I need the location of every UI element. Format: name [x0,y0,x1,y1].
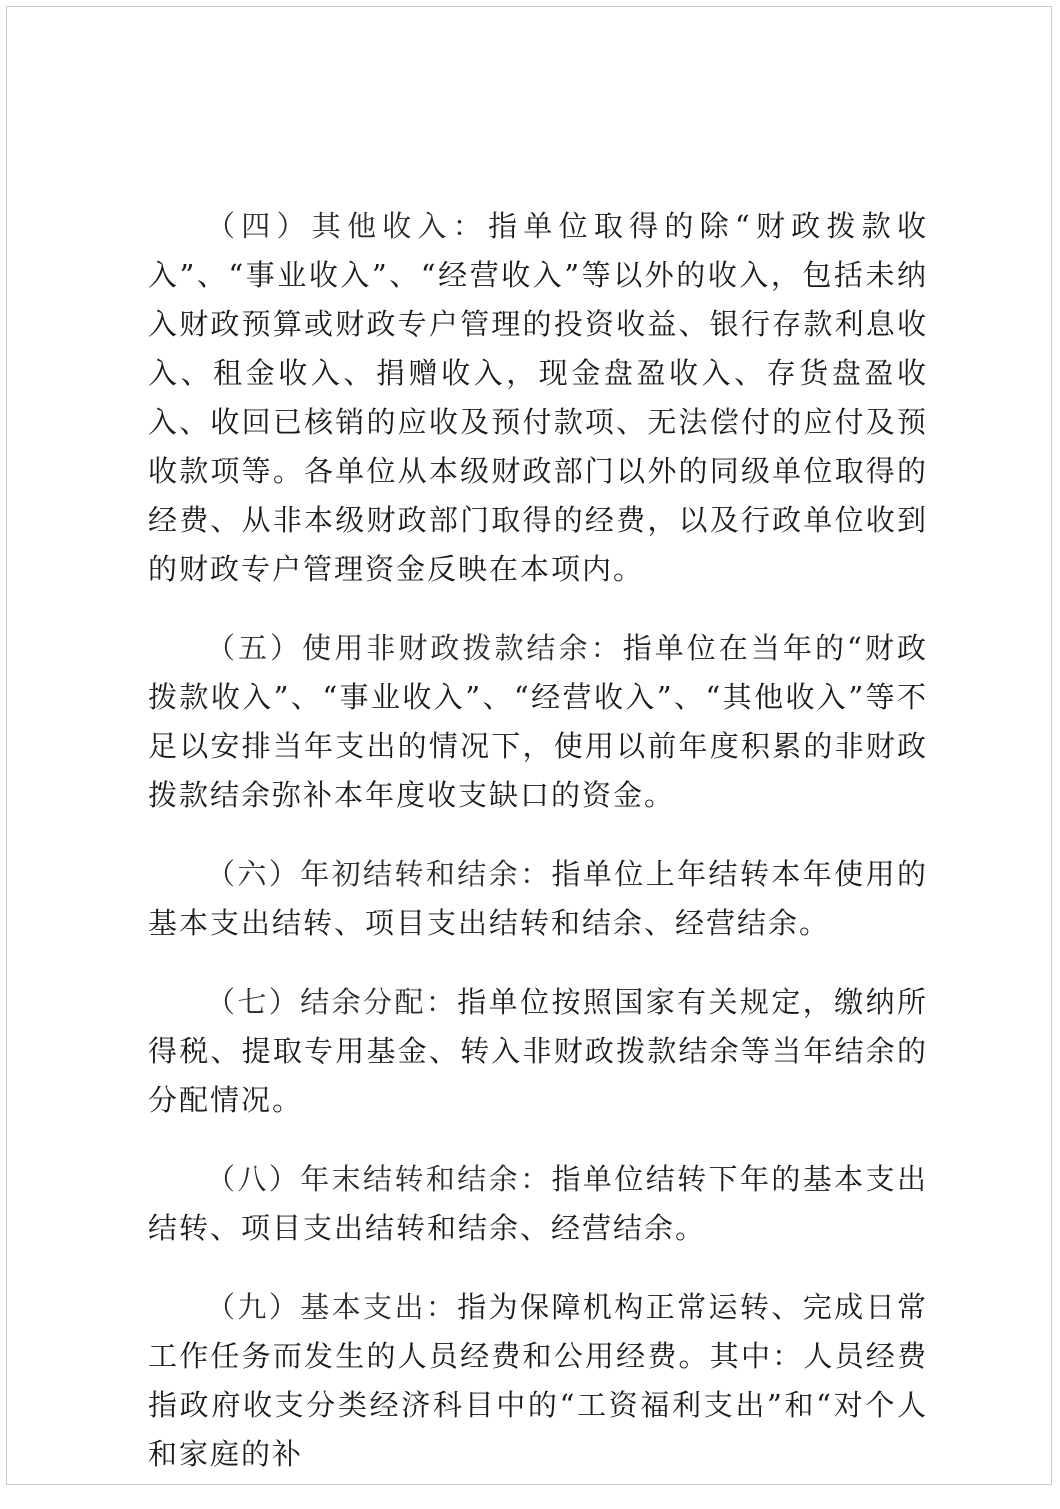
document-body [148,202,928,1509]
paragraph-text: 指单位按照国家有关规定，缴纳所得税、提取专用基金、转入非财政拨款结余等当年结余的分配情况。 [148,985,928,1117]
paragraph-heading: （五）使用非财政拨款结余： [206,631,623,665]
paragraph-text: 指单位结转下年的基本支出结转、项目支出结转和结余、经营结余。 [148,1162,928,1245]
paragraph-opening-balance [148,850,928,948]
paragraph-heading: （六）年初结转和结余： [206,857,552,891]
paragraph-closing-balance [148,1155,928,1253]
paragraph-text: 指为保障机构正常运转、完成日常工作任务而发生的人员经费和公用经费。其中：人员经费指政府收支分类经济科目中的“工资福利支出”和“对个人和家庭的补 [148,1290,928,1471]
paragraph-text: 指单位在当年的“财政拨款收入”、“事业收入”、“经营收入”、“其他收入”等不足以安排当年支出的情况下，使用以前年度积累的非财政拨款结余弥补本年度收支缺口的资金。 [148,631,928,812]
paragraph-text: 指单位上年结转本年使用的基本支出结转、项目支出结转和结余、经营结余。 [148,857,928,940]
paragraph-non-fiscal-balance [148,624,928,820]
paragraph-heading: （八）年末结转和结余： [206,1162,552,1196]
paragraph-basic-expenditure [148,1283,928,1479]
document-page [6,6,1052,1485]
paragraph-heading: （九）基本支出： [206,1290,458,1324]
paragraph-other-income [148,202,928,594]
paragraph-text: 指单位取得的除“财政拨款收入”、“事业收入”、“经营收入”等以外的收入，包括未纳入财政预算或财政专户管理的投资收益、银行存款利息收入、租金收入、捐赠收入，现金盘盈收入、存货盘盈收入、收回已核销的应收及预付款项、无法偿付的应付及预收款项等。各单位从本级财政部门以外的同级单位取得的经费、从非本级财政部门取得的经费，以及行政单位收到的财政专户管理资金反映在本项内。 [148,209,928,586]
paragraph-heading: （四）其他收入： [206,209,489,243]
paragraph-heading: （七）结余分配： [206,985,458,1019]
paragraph-surplus-distribution [148,978,928,1125]
